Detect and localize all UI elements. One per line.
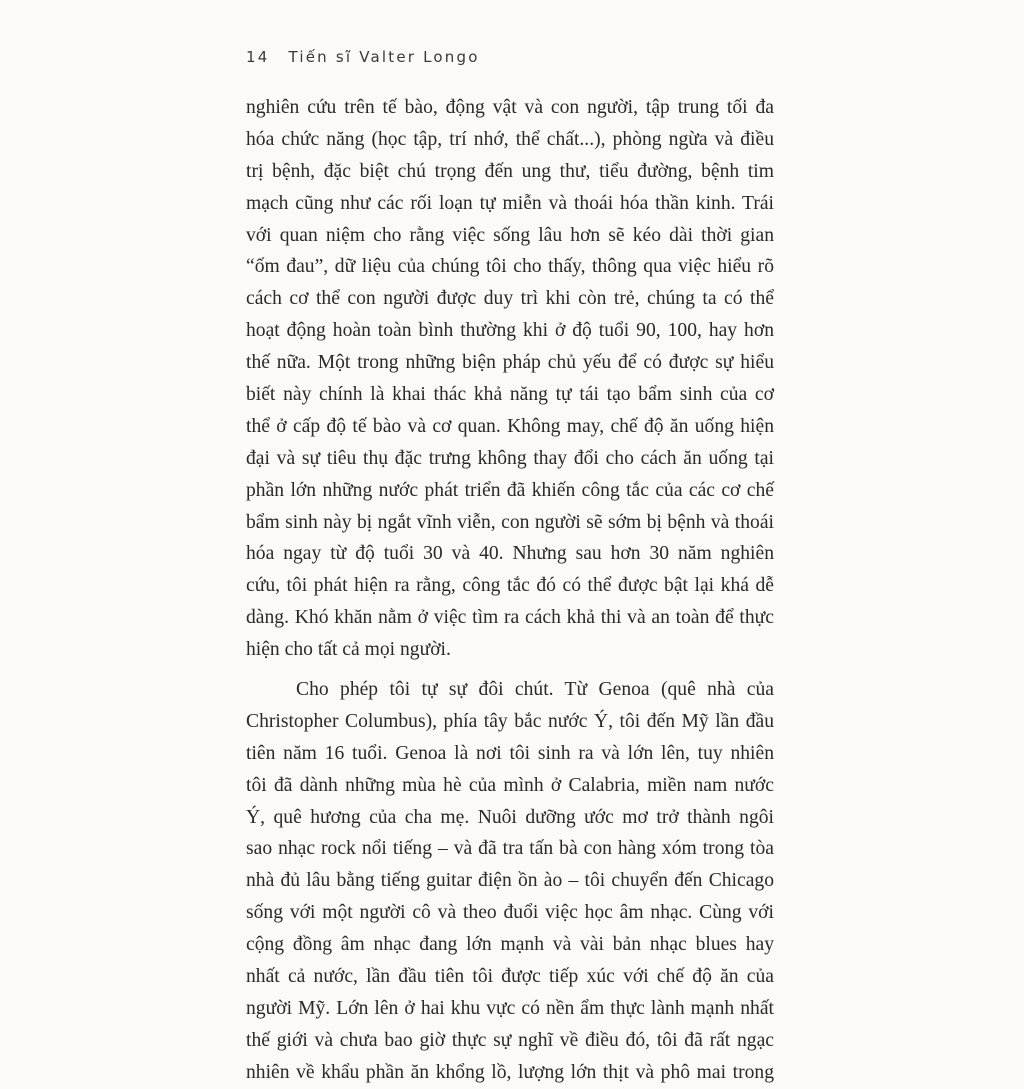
text-line: sao nhạc rock nổi tiếng – và đã tra tấn bà con hàng xóm trong tòa (246, 838, 774, 860)
text-line: trị bệnh, đặc biệt chú trọng đến ung thư, tiểu đường, bệnh tim (246, 160, 774, 182)
paragraph-spacer (246, 666, 774, 674)
text-line: thế giới và chưa bao giờ thực sự nghĩ về điều đó, tôi đã rất ngạc (246, 1029, 774, 1051)
text-line: nghiên cứu trên tế bào, động vật và con người, tập trung tối đa (246, 97, 774, 118)
text-line: thể ở cấp độ tế bào và cơ quan. Không may, chế độ ăn uống hiện (246, 415, 774, 437)
text-line: người Mỹ. Lớn lên ở hai khu vực có nền ẩm thực lành mạnh nhất (246, 997, 774, 1019)
text-line: sống với một người cô và theo đuổi việc học âm nhạc. Cùng với (246, 902, 774, 924)
text-line: hoạt động hoàn toàn bình thường khi ở độ tuổi 90, 100, hay hơn (246, 320, 774, 342)
text-line: Ý, quê hương của cha mẹ. Nuôi dưỡng ước mơ trở thành ngôi (246, 806, 774, 828)
text-line: nhà đủ lâu bằng tiếng guitar điện ồn ào – tôi chuyển đến Chicago (246, 870, 774, 892)
text-line: “ốm đau”, dữ liệu của chúng tôi cho thấy, thông qua việc hiểu rõ (246, 256, 774, 278)
running-head-author: Tiến sĩ Valter Longo (288, 48, 480, 66)
text-line: bẩm sinh này bị ngắt vĩnh viễn, con người sẽ sớm bị bệnh và thoái (246, 511, 774, 533)
paragraph-1 (246, 92, 774, 666)
text-line: phần lớn những nước phát triển đã khiến công tắc của các cơ chế (246, 479, 774, 501)
body-text (246, 92, 774, 1089)
text-line: hiện cho tất cả mọi người. (246, 639, 451, 661)
text-line: cách cơ thể con người được duy trì khi còn trẻ, chúng ta có thể (246, 288, 774, 310)
text-line: dàng. Khó khăn nằm ở việc tìm ra cách khả thi và an toàn để thực (246, 607, 774, 629)
text-line: mạch cũng như các rối loạn tự miễn và thoái hóa thần kinh. Trái (246, 192, 774, 214)
text-line: tiên năm 16 tuổi. Genoa là nơi tôi sinh ra và lớn lên, tuy nhiên (246, 742, 774, 764)
page-number: 14 (246, 48, 270, 66)
running-head (246, 48, 480, 66)
text-line: cộng đồng âm nhạc đang lớn mạnh và vài bản nhạc blues hay (246, 934, 774, 956)
text-line: đại và sự tiêu thụ đặc trưng không thay đổi cho cách ăn uống tại (246, 447, 774, 469)
text-line: tôi đã dành những mùa hè của mình ở Calabria, miền nam nước (246, 774, 774, 796)
text-line: hóa chức năng (học tập, trí nhớ, thể chất...), phòng ngừa và điều (246, 128, 774, 150)
text-line: cứu, tôi phát hiện ra rằng, công tắc đó có thể được bật lại khá dễ (246, 575, 774, 597)
text-line: với quan niệm cho rằng việc sống lâu hơn sẽ kéo dài thời gian (246, 224, 774, 246)
text-line: nhất cả nước, lần đầu tiên tôi được tiếp xúc với chế độ ăn của (246, 966, 774, 988)
text-line: thế nữa. Một trong những biện pháp chủ yếu để có được sự hiểu (246, 352, 774, 374)
text-line: hóa ngay từ độ tuổi 30 và 40. Nhưng sau hơn 30 năm nghiên (246, 543, 774, 565)
text-line: Christopher Columbus), phía tây bắc nước Ý, tôi đến Mỹ lần đầu (246, 710, 774, 732)
paragraph-2 (246, 674, 774, 1089)
text-line: Cho phép tôi tự sự đôi chút. Từ Genoa (quê nhà của (296, 679, 774, 701)
text-line: nhiên về khẩu phần ăn khổng lồ, lượng lớn thịt và phô mai trong (246, 1061, 774, 1083)
text-line: biết này chính là khai thác khả năng tự tái tạo bẩm sinh của cơ (246, 384, 774, 406)
